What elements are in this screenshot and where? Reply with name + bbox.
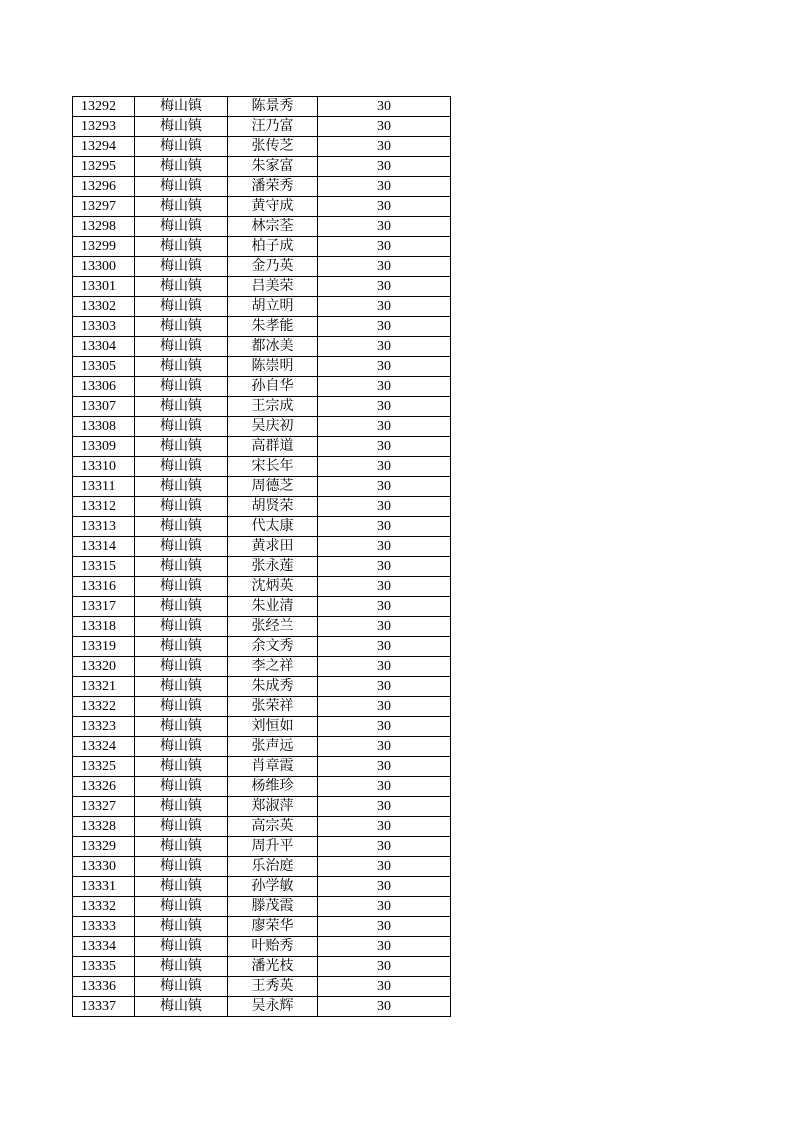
row-id-cell: 13296: [73, 177, 135, 197]
row-id-cell: 13300: [73, 257, 135, 277]
town-cell: 梅山镇: [135, 397, 228, 417]
name-cell: 高群道: [228, 437, 318, 457]
name-cell: 吕美荣: [228, 277, 318, 297]
town-cell: 梅山镇: [135, 917, 228, 937]
town-cell: 梅山镇: [135, 857, 228, 877]
name-cell: 朱业清: [228, 597, 318, 617]
table-row: [73, 917, 451, 937]
amount-cell: 30: [318, 897, 451, 917]
amount-cell: 30: [318, 637, 451, 657]
row-id-cell: 13295: [73, 157, 135, 177]
row-id-cell: 13323: [73, 717, 135, 737]
name-cell: 王秀英: [228, 977, 318, 997]
town-cell: 梅山镇: [135, 657, 228, 677]
table-row: [73, 497, 451, 517]
table-row: [73, 777, 451, 797]
amount-cell: 30: [318, 437, 451, 457]
town-cell: 梅山镇: [135, 757, 228, 777]
town-cell: 梅山镇: [135, 457, 228, 477]
row-id-cell: 13330: [73, 857, 135, 877]
name-cell: 张永莲: [228, 557, 318, 577]
row-id-cell: 13309: [73, 437, 135, 457]
row-id-cell: 13319: [73, 637, 135, 657]
table-row: [73, 577, 451, 597]
name-cell: 张声远: [228, 737, 318, 757]
town-cell: 梅山镇: [135, 337, 228, 357]
name-cell: 滕茂霞: [228, 897, 318, 917]
town-cell: 梅山镇: [135, 797, 228, 817]
town-cell: 梅山镇: [135, 557, 228, 577]
town-cell: 梅山镇: [135, 137, 228, 157]
town-cell: 梅山镇: [135, 517, 228, 537]
table-row: [73, 517, 451, 537]
name-cell: 陈崇明: [228, 357, 318, 377]
amount-cell: 30: [318, 777, 451, 797]
amount-cell: 30: [318, 297, 451, 317]
table-row: [73, 897, 451, 917]
town-cell: 梅山镇: [135, 597, 228, 617]
row-id-cell: 13324: [73, 737, 135, 757]
town-cell: 梅山镇: [135, 677, 228, 697]
table-row: [73, 957, 451, 977]
row-id-cell: 13321: [73, 677, 135, 697]
town-cell: 梅山镇: [135, 317, 228, 337]
town-cell: 梅山镇: [135, 737, 228, 757]
name-cell: 金乃英: [228, 257, 318, 277]
name-cell: 乐治庭: [228, 857, 318, 877]
row-id-cell: 13328: [73, 817, 135, 837]
name-cell: 黄求田: [228, 537, 318, 557]
name-cell: 高宗英: [228, 817, 318, 837]
name-cell: 廖荣华: [228, 917, 318, 937]
table-row: [73, 877, 451, 897]
table-row: [73, 837, 451, 857]
town-cell: 梅山镇: [135, 237, 228, 257]
row-id-cell: 13311: [73, 477, 135, 497]
name-cell: 余文秀: [228, 637, 318, 657]
town-cell: 梅山镇: [135, 437, 228, 457]
amount-cell: 30: [318, 397, 451, 417]
name-cell: 陈景秀: [228, 97, 318, 117]
row-id-cell: 13297: [73, 197, 135, 217]
amount-cell: 30: [318, 497, 451, 517]
amount-cell: 30: [318, 537, 451, 557]
row-id-cell: 13316: [73, 577, 135, 597]
table-row: [73, 717, 451, 737]
row-id-cell: 13307: [73, 397, 135, 417]
town-cell: 梅山镇: [135, 497, 228, 517]
table-row: [73, 457, 451, 477]
town-cell: 梅山镇: [135, 817, 228, 837]
name-cell: 张传芝: [228, 137, 318, 157]
table-row: [73, 977, 451, 997]
name-cell: 周德芝: [228, 477, 318, 497]
table-row: [73, 697, 451, 717]
town-cell: 梅山镇: [135, 977, 228, 997]
amount-cell: 30: [318, 917, 451, 937]
name-cell: 朱孝能: [228, 317, 318, 337]
row-id-cell: 13305: [73, 357, 135, 377]
row-id-cell: 13294: [73, 137, 135, 157]
town-cell: 梅山镇: [135, 957, 228, 977]
town-cell: 梅山镇: [135, 777, 228, 797]
row-id-cell: 13333: [73, 917, 135, 937]
name-cell: 都冰美: [228, 337, 318, 357]
name-cell: 叶贻秀: [228, 937, 318, 957]
amount-cell: 30: [318, 797, 451, 817]
amount-cell: 30: [318, 237, 451, 257]
amount-cell: 30: [318, 597, 451, 617]
amount-cell: 30: [318, 837, 451, 857]
name-cell: 孙自华: [228, 377, 318, 397]
row-id-cell: 13303: [73, 317, 135, 337]
table-row: [73, 297, 451, 317]
row-id-cell: 13299: [73, 237, 135, 257]
amount-cell: 30: [318, 157, 451, 177]
name-cell: 吴永辉: [228, 997, 318, 1017]
name-cell: 张荣祥: [228, 697, 318, 717]
amount-cell: 30: [318, 857, 451, 877]
table-row: [73, 217, 451, 237]
amount-cell: 30: [318, 557, 451, 577]
table-row: [73, 317, 451, 337]
row-id-cell: 13312: [73, 497, 135, 517]
name-cell: 潘光枝: [228, 957, 318, 977]
amount-cell: 30: [318, 677, 451, 697]
amount-cell: 30: [318, 277, 451, 297]
table-row: [73, 857, 451, 877]
table-row: [73, 357, 451, 377]
amount-cell: 30: [318, 377, 451, 397]
table-row: [73, 817, 451, 837]
row-id-cell: 13317: [73, 597, 135, 617]
name-cell: 林宗荃: [228, 217, 318, 237]
table-row: [73, 797, 451, 817]
town-cell: 梅山镇: [135, 97, 228, 117]
name-cell: 汪乃富: [228, 117, 318, 137]
amount-cell: 30: [318, 177, 451, 197]
amount-cell: 30: [318, 117, 451, 137]
town-cell: 梅山镇: [135, 637, 228, 657]
amount-cell: 30: [318, 357, 451, 377]
amount-cell: 30: [318, 217, 451, 237]
table-row: [73, 177, 451, 197]
row-id-cell: 13306: [73, 377, 135, 397]
amount-cell: 30: [318, 197, 451, 217]
row-id-cell: 13327: [73, 797, 135, 817]
table-row: [73, 417, 451, 437]
table-row: [73, 397, 451, 417]
table-row: [73, 237, 451, 257]
table-row: [73, 257, 451, 277]
row-id-cell: 13318: [73, 617, 135, 637]
name-cell: 朱成秀: [228, 677, 318, 697]
amount-cell: 30: [318, 757, 451, 777]
table-row: [73, 557, 451, 577]
table-row: [73, 537, 451, 557]
town-cell: 梅山镇: [135, 897, 228, 917]
town-cell: 梅山镇: [135, 617, 228, 637]
row-id-cell: 13308: [73, 417, 135, 437]
row-id-cell: 13314: [73, 537, 135, 557]
name-cell: 杨维珍: [228, 777, 318, 797]
row-id-cell: 13301: [73, 277, 135, 297]
table-row: [73, 757, 451, 777]
town-cell: 梅山镇: [135, 197, 228, 217]
amount-cell: 30: [318, 617, 451, 637]
amount-cell: 30: [318, 957, 451, 977]
table-row: [73, 937, 451, 957]
amount-cell: 30: [318, 977, 451, 997]
town-cell: 梅山镇: [135, 477, 228, 497]
amount-cell: 30: [318, 697, 451, 717]
amount-cell: 30: [318, 657, 451, 677]
row-id-cell: 13322: [73, 697, 135, 717]
table-row: [73, 97, 451, 117]
row-id-cell: 13337: [73, 997, 135, 1017]
amount-cell: 30: [318, 737, 451, 757]
table-row: [73, 617, 451, 637]
table-row: [73, 197, 451, 217]
name-cell: 周升平: [228, 837, 318, 857]
name-cell: 刘恒如: [228, 717, 318, 737]
table-row: [73, 117, 451, 137]
row-id-cell: 13331: [73, 877, 135, 897]
name-cell: 李之祥: [228, 657, 318, 677]
row-id-cell: 13335: [73, 957, 135, 977]
table-row: [73, 477, 451, 497]
row-id-cell: 13302: [73, 297, 135, 317]
name-cell: 朱家富: [228, 157, 318, 177]
row-id-cell: 13293: [73, 117, 135, 137]
town-cell: 梅山镇: [135, 117, 228, 137]
town-cell: 梅山镇: [135, 297, 228, 317]
row-id-cell: 13336: [73, 977, 135, 997]
amount-cell: 30: [318, 817, 451, 837]
amount-cell: 30: [318, 517, 451, 537]
name-cell: 潘荣秀: [228, 177, 318, 197]
town-cell: 梅山镇: [135, 377, 228, 397]
table-row: [73, 337, 451, 357]
table-row: [73, 377, 451, 397]
name-cell: 代太康: [228, 517, 318, 537]
name-cell: 柏子成: [228, 237, 318, 257]
amount-cell: 30: [318, 997, 451, 1017]
row-id-cell: 13310: [73, 457, 135, 477]
name-cell: 黄守成: [228, 197, 318, 217]
town-cell: 梅山镇: [135, 357, 228, 377]
town-cell: 梅山镇: [135, 997, 228, 1017]
table-row: [73, 657, 451, 677]
name-cell: 孙学敏: [228, 877, 318, 897]
name-cell: 王宗成: [228, 397, 318, 417]
amount-cell: 30: [318, 477, 451, 497]
row-id-cell: 13325: [73, 757, 135, 777]
amount-cell: 30: [318, 317, 451, 337]
table-body: [73, 97, 451, 1017]
town-cell: 梅山镇: [135, 157, 228, 177]
row-id-cell: 13326: [73, 777, 135, 797]
table-row: [73, 437, 451, 457]
row-id-cell: 13329: [73, 837, 135, 857]
amount-cell: 30: [318, 877, 451, 897]
town-cell: 梅山镇: [135, 217, 228, 237]
name-cell: 胡贤荣: [228, 497, 318, 517]
town-cell: 梅山镇: [135, 877, 228, 897]
town-cell: 梅山镇: [135, 417, 228, 437]
table-row: [73, 157, 451, 177]
row-id-cell: 13332: [73, 897, 135, 917]
row-id-cell: 13292: [73, 97, 135, 117]
name-cell: 胡立明: [228, 297, 318, 317]
amount-cell: 30: [318, 257, 451, 277]
town-cell: 梅山镇: [135, 837, 228, 857]
town-cell: 梅山镇: [135, 937, 228, 957]
name-cell: 郑淑萍: [228, 797, 318, 817]
amount-cell: 30: [318, 417, 451, 437]
table-row: [73, 277, 451, 297]
table-row: [73, 597, 451, 617]
table-row: [73, 737, 451, 757]
town-cell: 梅山镇: [135, 277, 228, 297]
amount-cell: 30: [318, 137, 451, 157]
town-cell: 梅山镇: [135, 577, 228, 597]
amount-cell: 30: [318, 97, 451, 117]
row-id-cell: 13320: [73, 657, 135, 677]
town-cell: 梅山镇: [135, 717, 228, 737]
name-cell: 肖章霞: [228, 757, 318, 777]
row-id-cell: 13304: [73, 337, 135, 357]
row-id-cell: 13313: [73, 517, 135, 537]
town-cell: 梅山镇: [135, 177, 228, 197]
data-table: [72, 96, 451, 1017]
name-cell: 沈炳英: [228, 577, 318, 597]
town-cell: 梅山镇: [135, 697, 228, 717]
row-id-cell: 13334: [73, 937, 135, 957]
amount-cell: 30: [318, 717, 451, 737]
amount-cell: 30: [318, 937, 451, 957]
amount-cell: 30: [318, 577, 451, 597]
amount-cell: 30: [318, 457, 451, 477]
table-row: [73, 137, 451, 157]
table-row: [73, 637, 451, 657]
row-id-cell: 13298: [73, 217, 135, 237]
name-cell: 吴庆初: [228, 417, 318, 437]
table-row: [73, 997, 451, 1017]
name-cell: 张经兰: [228, 617, 318, 637]
amount-cell: 30: [318, 337, 451, 357]
row-id-cell: 13315: [73, 557, 135, 577]
town-cell: 梅山镇: [135, 537, 228, 557]
town-cell: 梅山镇: [135, 257, 228, 277]
table-row: [73, 677, 451, 697]
name-cell: 宋长年: [228, 457, 318, 477]
